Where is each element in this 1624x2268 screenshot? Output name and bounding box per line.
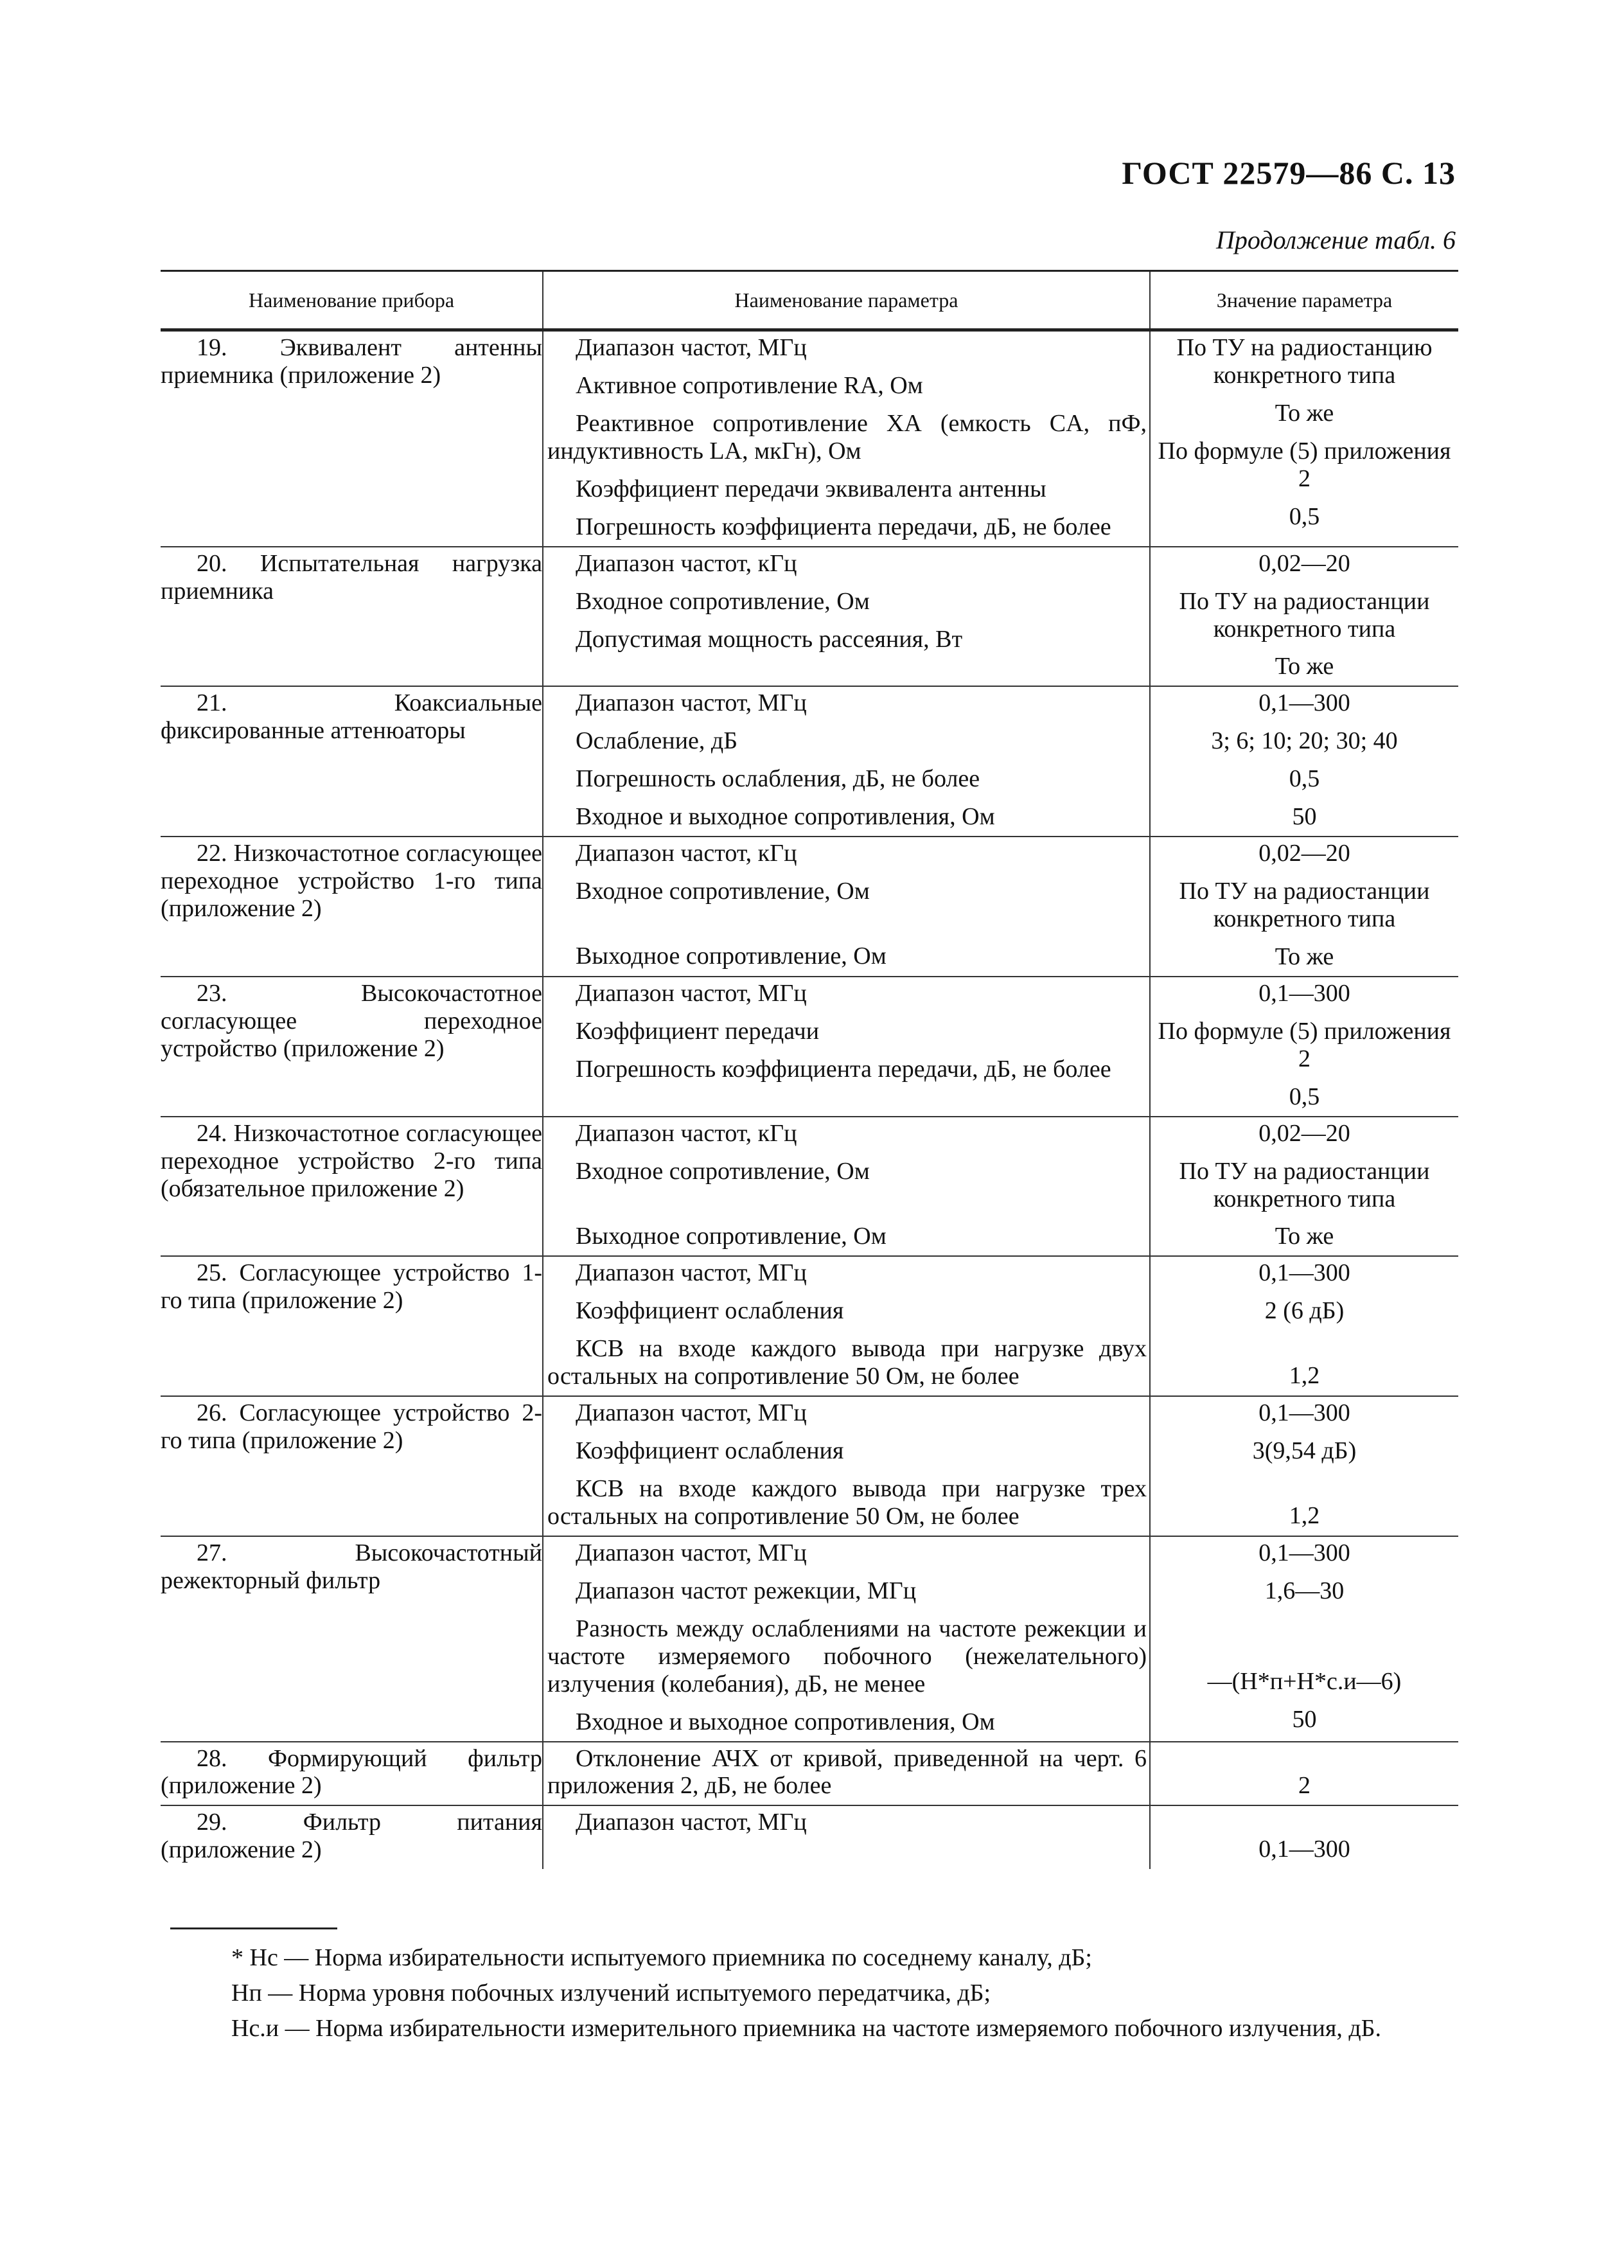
parameter-list — [543, 1396, 1150, 1536]
device-name: 24. Низкочастотное согласующее переходное устройство 2-го типа (обязательное приложение 2) — [161, 1117, 543, 1257]
device-name: 23. Высокочастотное согласующее переходное устройство (приложение 2) — [161, 977, 543, 1117]
parameter-name: Разность между ослаблениями на частоте режекции и частоте измеряемого побочного (нежелательного) излучения (колебания), дБ, не менее — [547, 1615, 1147, 1697]
parameter-value: 1,2 — [1289, 1502, 1320, 1529]
parameter-name: Коэффициент ослабления — [576, 1297, 844, 1325]
device-name: 27. Высокочастотный режекторный фильтр — [161, 1536, 543, 1742]
device-name: 19. Эквивалент антенны приемника (приложение 2) — [161, 330, 543, 547]
parameter-value: 1,2 — [1289, 1362, 1320, 1390]
parameter-value: 1,6—30 — [1264, 1577, 1345, 1604]
parameter-name: Входное и выходное сопротивления, Ом — [576, 803, 995, 831]
parameter-values — [1150, 1396, 1458, 1536]
footnotes — [231, 1940, 1484, 2046]
parameter-values — [1150, 686, 1458, 837]
device-name: 21. Коаксиальные фиксированные аттенюаторы — [161, 686, 543, 837]
parameter-values — [1150, 837, 1458, 977]
parameter-name: Ослабление, дБ — [576, 727, 738, 755]
parameter-value: 3(9,54 дБ) — [1252, 1437, 1357, 1465]
parameter-name: Активное сопротивление RА, Ом — [576, 371, 923, 399]
parameter-value: То же — [1275, 1223, 1334, 1250]
parameter-name: Погрешность ослабления, дБ, не более — [576, 765, 980, 793]
parameter-value: По формуле (5) приложения 2 — [1158, 437, 1451, 492]
table-row — [161, 1256, 1458, 1396]
parameter-list — [543, 977, 1150, 1117]
parameter-list — [543, 1117, 1150, 1257]
parameter-name: Погрешность коэффициента передачи, дБ, не более — [576, 513, 1111, 540]
table-continuation-label: Продолжение табл. 6 — [1215, 226, 1456, 254]
parameter-name: Реактивное сопротивление XА (емкость CА, пФ, индуктивность LА, мкГн), Ом — [547, 409, 1147, 465]
parameter-value: —(H*п+H*с.и—6) — [1207, 1667, 1402, 1695]
table-header-row — [161, 271, 1458, 330]
footnote-line: Hс.и — Норма избирательности измерительного приемника на частоте измеряемого побочного излучения, дБ. — [231, 2015, 1381, 2042]
parameter-name: Допустимая мощность рассеяния, Вт — [576, 625, 963, 653]
table-row — [161, 1396, 1458, 1536]
table-row — [161, 547, 1458, 687]
table-row — [161, 1805, 1458, 1869]
parameter-list — [543, 1805, 1150, 1869]
parameter-name: КСВ на входе каждого вывода при нагрузке трех остальных на сопротивление 50 Ом, не более — [547, 1475, 1147, 1530]
parameter-values — [1150, 547, 1458, 687]
parameter-name: Диапазон частот, МГц — [576, 1539, 807, 1566]
device-name: 22. Низкочастотное согласующее переходное устройство 1-го типа (приложение 2) — [161, 837, 543, 977]
parameter-value: 0,1—300 — [1258, 1259, 1350, 1287]
parameter-value: 0,1—300 — [1258, 1539, 1350, 1566]
parameter-list — [543, 1536, 1150, 1742]
parameter-name: Погрешность коэффициента передачи, дБ, не более — [576, 1055, 1111, 1083]
parameter-name: Входное и выходное сопротивления, Ом — [576, 1708, 995, 1735]
device-name: 25. Согласующее устройство 1-го типа (приложение 2) — [161, 1256, 543, 1396]
parameter-name: Выходное сопротивление, Ом — [576, 1222, 887, 1250]
parameter-value: По ТУ на радиостанцию конкретного типа — [1176, 334, 1433, 389]
parameter-name: Отклонение АЧХ от кривой, приведенной на черт. 6 приложения 2, дБ, не более — [547, 1744, 1147, 1800]
table-row — [161, 1536, 1458, 1742]
parameter-list — [543, 330, 1150, 547]
footnote-divider — [170, 1927, 337, 1929]
column-header-value: Значение параметра — [1150, 271, 1458, 330]
parameter-list — [543, 837, 1150, 977]
parameter-value: По ТУ на радиостанции конкретного типа — [1179, 587, 1430, 642]
footnote-line: Hп — Норма уровня побочных излучений испытуемого передатчика, дБ; — [231, 1980, 991, 2007]
parameter-value: 0,1—300 — [1258, 1399, 1350, 1427]
parameter-values — [1150, 330, 1458, 547]
parameter-value: 3; 6; 10; 20; 30; 40 — [1211, 727, 1398, 755]
parameter-values — [1150, 1536, 1458, 1742]
parameter-value: 50 — [1292, 803, 1317, 831]
device-name: 29. Фильтр питания (приложение 2) — [161, 1809, 542, 1864]
parameter-name: Выходное сопротивление, Ом — [576, 943, 887, 970]
parameter-value: 0,1—300 — [1258, 979, 1350, 1007]
column-header-parameter: Наименование параметра — [543, 271, 1150, 330]
table-row — [161, 837, 1458, 977]
parameter-list — [543, 686, 1150, 837]
device-name: 26. Согласующее устройство 2-го типа (приложение 2) — [161, 1396, 543, 1536]
parameter-name: КСВ на входе каждого вывода при нагрузке двух остальных на сопротивление 50 Ом, не более — [547, 1335, 1147, 1390]
parameter-value: 0,02—20 — [1258, 840, 1350, 867]
parameter-name: Диапазон частот, МГц — [576, 1809, 807, 1836]
table-row — [161, 330, 1458, 547]
footnote-line: * Hс — Норма избирательности испытуемого приемника по соседнему каналу, дБ; — [231, 1944, 1092, 1971]
parameter-name: Входное сопротивление, Ом — [576, 878, 870, 905]
parameter-value: То же — [1275, 943, 1334, 970]
parameter-value: По ТУ на радиостанции конкретного типа — [1179, 1157, 1430, 1212]
parameter-value: 0,1—300 — [1258, 1836, 1350, 1863]
parameter-list — [543, 547, 1150, 687]
parameter-name: Диапазон частот режекции, МГц — [576, 1577, 917, 1604]
parameter-value: 2 (6 дБ) — [1264, 1297, 1345, 1325]
parameter-name: Коэффициент ослабления — [576, 1437, 844, 1465]
parameter-name: Входное сопротивление, Ом — [576, 1157, 870, 1185]
equipment-table — [161, 270, 1458, 1869]
parameter-value: 2 — [1298, 1771, 1311, 1799]
parameter-name: Диапазон частот, МГц — [576, 689, 807, 717]
table-row — [161, 1117, 1458, 1257]
page-header: ГОСТ 22579—86 С. 13 — [1122, 155, 1456, 191]
parameter-name: Диапазон частот, МГц — [576, 979, 807, 1007]
parameter-list — [543, 1256, 1150, 1396]
parameter-name: Диапазон частот, кГц — [576, 840, 797, 867]
parameter-name: Диапазон частот, МГц — [576, 1259, 807, 1287]
column-header-device: Наименование прибора — [161, 271, 543, 330]
parameter-value: 0,1—300 — [1258, 689, 1350, 717]
parameter-values — [1150, 977, 1458, 1117]
parameter-value: По ТУ на радиостанции конкретного типа — [1179, 878, 1430, 932]
parameter-name: Диапазон частот, МГц — [576, 1399, 807, 1427]
parameter-values — [1150, 1117, 1458, 1257]
parameter-value: 0,02—20 — [1258, 1119, 1350, 1147]
parameter-value: 0,02—20 — [1258, 549, 1350, 577]
parameter-name: Коэффициент передачи эквивалента антенны — [576, 475, 1046, 502]
parameter-values — [1150, 1805, 1458, 1869]
parameter-name: Диапазон частот, МГц — [576, 334, 807, 361]
parameter-value: 0,5 — [1289, 502, 1320, 530]
parameter-value: По формуле (5) приложения 2 — [1158, 1017, 1451, 1072]
parameter-value: 0,5 — [1289, 765, 1320, 793]
table-row — [161, 1742, 1458, 1806]
parameter-name: Входное сопротивление, Ом — [576, 587, 870, 615]
parameter-value: 0,5 — [1289, 1083, 1320, 1110]
parameter-name: Диапазон частот, кГц — [576, 549, 797, 577]
parameter-value: То же — [1275, 653, 1334, 680]
parameter-values — [1150, 1742, 1458, 1806]
parameter-values — [1150, 1256, 1458, 1396]
table-row — [161, 977, 1458, 1117]
parameter-value: 50 — [1292, 1705, 1317, 1733]
parameter-name: Коэффициент передачи — [576, 1017, 820, 1045]
parameter-list — [543, 1742, 1150, 1806]
parameter-value: То же — [1275, 399, 1334, 427]
parameter-name: Диапазон частот, кГц — [576, 1119, 797, 1147]
device-name: 20. Испытательная нагрузка приемника — [161, 547, 543, 687]
table-row — [161, 686, 1458, 837]
device-name: 28. Формирующий фильтр (приложение 2) — [161, 1742, 543, 1806]
